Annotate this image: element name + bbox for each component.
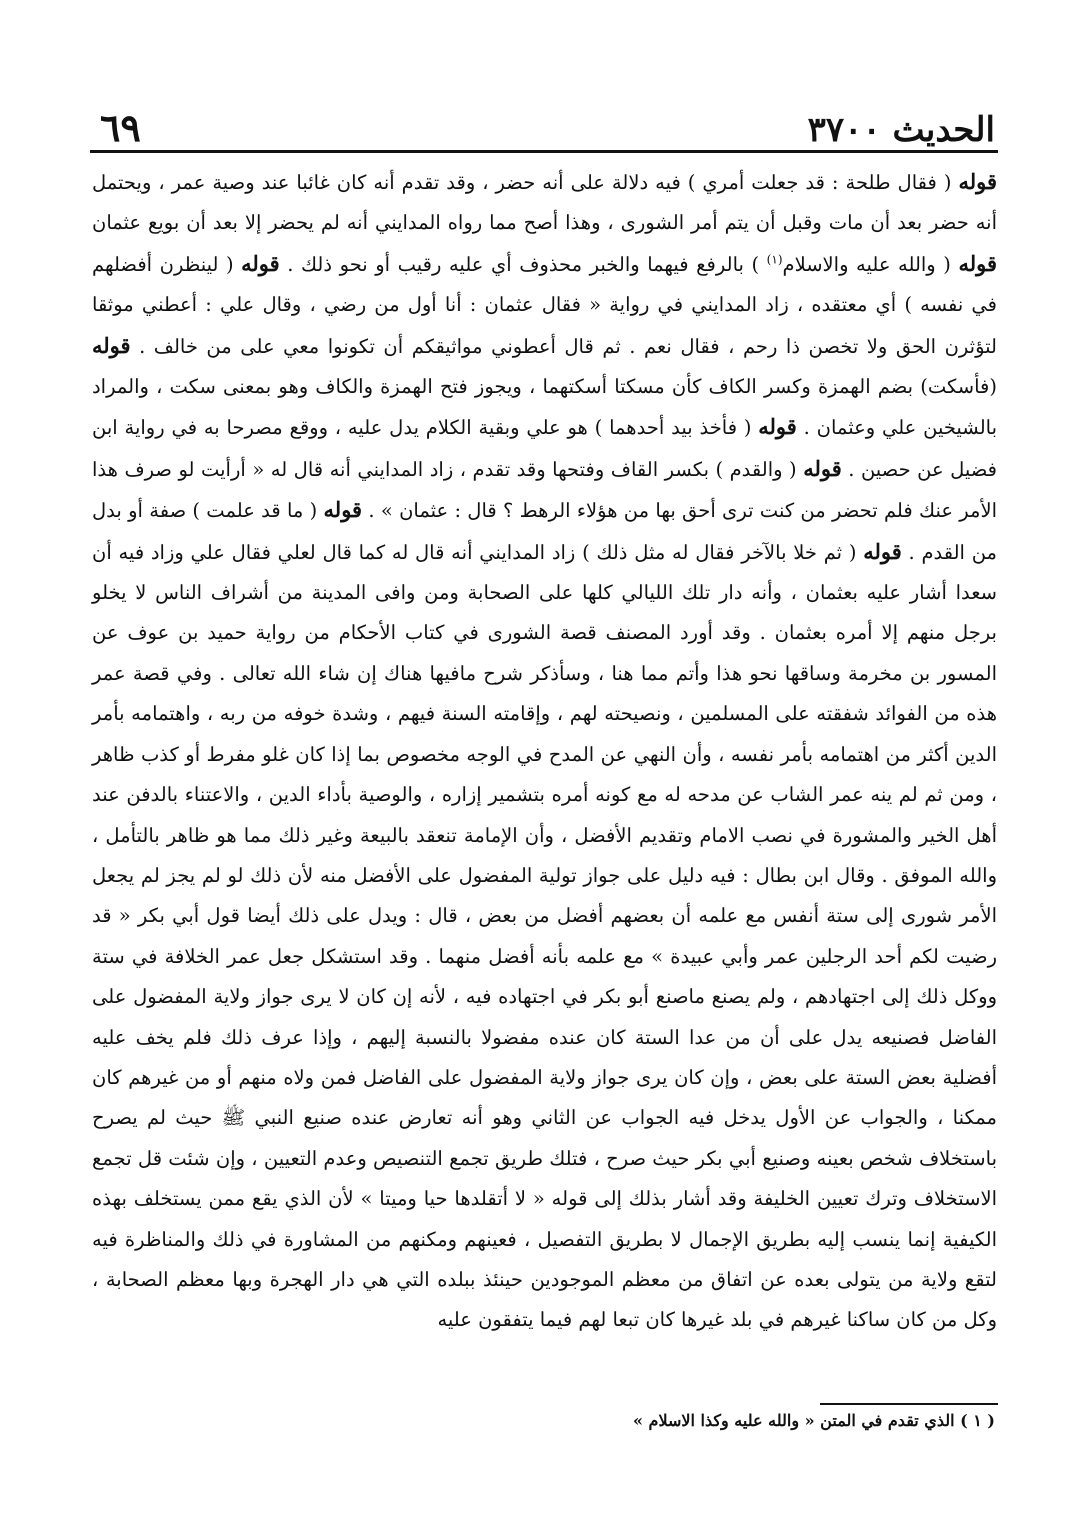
text-segment: ( والقدم ) بكسر القاف وفتحها وقد تقدم ، زاد المدايني أنه قال له « أرأيت لو صرف هذا الأمر عنك فلم تحضر من كنت ترى أحق بها من هؤلاء الرهط ؟ قال : عثمان » . <box>92 457 997 523</box>
header-rule <box>90 150 998 153</box>
footnote: ( ١ ) الذي تقدم في المتن « والله عليه وكذا الاسلام » <box>632 1411 995 1430</box>
commentary-text <box>92 162 997 1341</box>
page-number: ٦٩ <box>100 105 141 150</box>
footnote-rule <box>820 1403 998 1405</box>
text-segment: ) بالرفع فيهما والخبر محذوف أي عليه رقيب أو نحو ذلك . <box>287 252 760 276</box>
qawl-marker: قوله <box>92 332 131 358</box>
qawl-marker: قوله <box>803 455 842 481</box>
text-segment: ( فقال طلحة : قد جعلت أمري ) فيه دلالة على أنه حضر ، وقد تقدم أنه كان غائبا عند وصية عمر ، ويحتمل أنه حضر بعد أن مات وقبل أن يتم أمر الشورى ، وهذا أصح مما رواه المدايني أنه لم يحضر إلا بعد أن بويع عثمان <box>92 171 997 235</box>
text-segment: ( ما قد علمت ) صفة أو بدل من القدم . <box>92 499 997 564</box>
page-header <box>90 98 995 150</box>
qawl-marker: قوله <box>958 250 997 276</box>
footnote-reference: (١) <box>766 252 783 267</box>
text-segment: ( ثم خلا بالآخر فقال له مثل ذلك ) زاد المدايني أنه قال له كما قال لعلي فقال علي وزاد فيه أن سعدا أشار عليه بعثمان ، وأنه دار تلك الليالي كلها على الصحابة ومن وافى المدينة من أشراف الناس لا يخلو برجل منهم إلا أمره بعثمان . وقد أورد المصنف قصة الشورى في كتاب الأحكام من رواية حميد بن عوف عن المسور بن مخرمة وساقها نحو هذا وأتم مما هنا ، وسأذكر شرح مافيها هناك إن شاء الله تعالى . وفي قصة عمر هذه من الفوائد شفقته على المسلمين ، ونصيحته لهم ، وإقامته السنة فيهم ، وشدة خوفه من ربه ، واهتمامه بأمر الدين أكثر من اهتمامه بأمر نفسه ، وأن النهي عن المدح في الوجه مخصوص بما إذا كان غلو مفرط أو كذب ظاهر ، ومن ثم لم ينه عمر الشاب عن مدحه له مع كونه أمره بتشمير إزاره ، والوصية بأداء الدين ، والاعتناء بالدفن عند أهل الخير والمشورة في نصب الامام وتقديم الأفضل ، وأن الإمامة تنعقد بالبيعة وغير ذلك مما هو ظاهر بالتأمل ، والله الموفق . وقال ابن بطال : فيه دليل على جواز تولية المفضول على الأفضل منه لأن ذلك لو لم يجز لم يجعل الأمر شورى إلى ستة أنفس مع علمه أن بعضهم أفضل من بعض ، قال : ويدل على ذلك أيضا قول أبي بكر « قد رضيت لكم أحد الرجلين عمر وأبي عبيدة » مع علمه بأنه أفضل منهما . وقد استشكل جعل عمر الخلافة في ستة ووكل ذلك إلى اجتهادهم ، ولم يصنع ماصنع أبو بكر في اجتهاده فيه ، لأنه إن كان لا يرى جواز ولاية المفضول على الفاضل فصنيعه يدل على أن من عدا الستة كان عنده مفضولا بالنسبة إليهم ، وإذا عرف ذلك فلم يخف عليه أفضلية بعض الستة على بعض ، وإن كان يرى جواز ولاية المفضول على الفاضل فمن ولاه منهم أو من غيرهم كان ممكنا ، والجواب عن الأول يدخل فيه الجواب عن الثاني وهو أنه تعارض عنده صنيع النبي ﷺ حيث لم يصرح باستخلاف شخص بعينه وصنيع أبي بكر حيث صرح ، فتلك طريق تجمع التنصيص وعدم التعيين ، وإن شئت قل تجمع الاستخلاف وترك تعيين الخليفة وقد أشار بذلك إلى قوله « لا أتقلدها حيا وميتا » لأن الذي يقع ممن يستخلف بهذه الكيفية إنما ينسب إليه بطريق الإجمال لا بطريق التفصيل ، فعينهم ومكنهم من المشاورة في ذلك والمناظرة فيه لتقع ولاية من يتولى بعده عن اتفاق من معظم الموجودين حينئذ ببلده التي هي دار الهجرة وبها معظم الصحابة ، وكل من كان ساكنا غيرهم في بلد غيرها كان تبعا لهم فيما يتفقون عليه <box>92 540 997 1332</box>
qawl-marker: قوله <box>958 169 998 194</box>
text-segment: (فأسكت) بضم الهمزة وكسر الكاف كأن مسكتا أسكتهما ، ويجوز فتح الهمزة والكاف وهو بمعنى سكت ، والمراد بالشيخين علي وعثمان . <box>92 375 998 440</box>
qawl-marker: قوله <box>323 497 363 523</box>
text-segment: ( لينظرن أفضلهم في نفسه ) أي معتقده ، زاد المدايني في رواية « فقال عثمان : أنا أول من رضي ، وقال علي : أعطني موثقا لتؤثرن الحق ولا تخصن ذا رحم ، فقال نعم . ثم قال أعطوني مواثيقكم أن تكونوا معي على من خالف . <box>92 252 998 358</box>
qawl-marker: قوله <box>241 250 280 276</box>
running-title: الحديث ٣٧٠٠ <box>807 110 995 150</box>
commentary-paragraph <box>92 162 997 1341</box>
qawl-marker: قوله <box>758 414 797 440</box>
qawl-marker: قوله <box>863 538 902 564</box>
text-segment: ( فأخذ بيد أحدهما ) هو علي وبقية الكلام يدل عليه ، ووقع مصرحا به في رواية ابن فضيل عن حصين . <box>92 416 998 481</box>
text-segment: ( والله عليه والاسلام <box>782 252 951 276</box>
